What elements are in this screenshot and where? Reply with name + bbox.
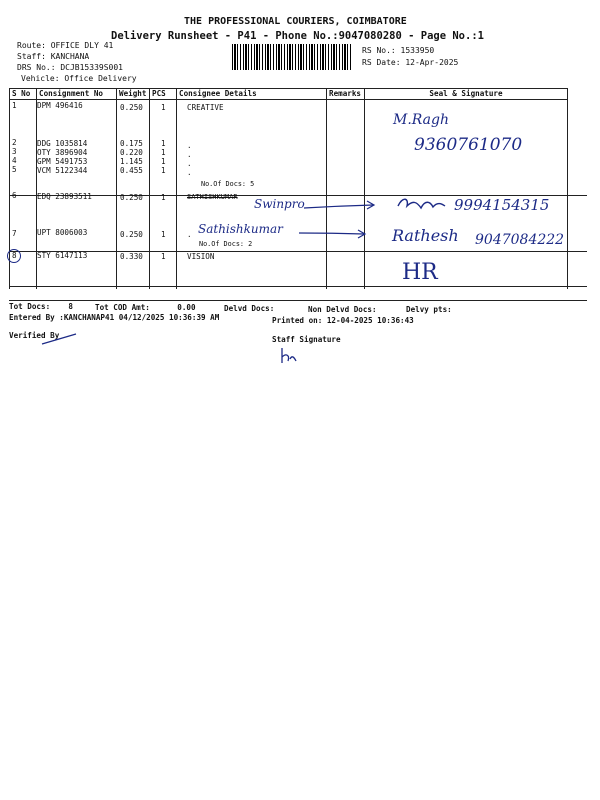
sno-circle-mark — [7, 249, 21, 263]
verified-by-label: Verified By — [9, 331, 60, 340]
row-divider — [9, 286, 587, 287]
col-weight: Weight — [117, 89, 150, 100]
row-weight: 0.250 — [120, 193, 143, 202]
row-pcs: 1 — [161, 252, 166, 261]
non-delvd-docs: Non Delvd Docs: — [308, 305, 377, 314]
row-consignee: SATHISHKUMAR — [187, 193, 238, 201]
row-sno: 8 — [12, 251, 17, 260]
vehicle-label: Vehicle: Office Delivery — [21, 74, 137, 83]
row-pcs: 1 — [161, 193, 166, 202]
row-pcs: 1 — [161, 166, 166, 175]
row-sno: 3 — [12, 147, 17, 156]
printed-on: Printed on: 12-04-2025 10:36:43 — [272, 316, 414, 325]
row-pcs: 1 — [161, 230, 166, 239]
row-sno: 5 — [12, 165, 17, 174]
col-seal-signature: Seal & Signature — [365, 89, 568, 100]
rs-number: RS No.: 1533950 — [362, 46, 435, 55]
delvd-docs: Delvd Docs: — [224, 304, 275, 313]
tot-docs: Tot Docs: 8 — [9, 302, 74, 311]
handwritten-phone: 9360761070 — [414, 135, 523, 155]
entered-by: Entered By :KANCHANAP41 04/12/2025 10:36:39 AM — [9, 313, 220, 322]
row-weight: 0.330 — [120, 252, 143, 261]
row-pcs: 1 — [161, 148, 166, 157]
handwritten-tick — [40, 332, 80, 346]
row-pcs: 1 — [161, 139, 166, 148]
barcode — [232, 44, 352, 70]
col-remarks: Remarks — [327, 89, 365, 100]
handwritten-phone: 9047084222 — [475, 232, 565, 248]
row-weight: 0.250 — [120, 230, 143, 239]
runsheet-title: Delivery Runsheet - P41 - Phone No.:9047080280 - Page No.:1 — [111, 30, 484, 42]
row-weight: 0.220 — [120, 148, 143, 157]
company-title: THE PROFESSIONAL COURIERS, COIMBATORE — [184, 16, 407, 27]
row-sno: 4 — [12, 156, 17, 165]
row-pcs: 1 — [161, 103, 166, 112]
staff-label: Staff: KANCHANA — [17, 52, 90, 61]
runsheet-table — [9, 88, 568, 289]
table-row — [12, 101, 17, 110]
row-consignment: STY 6147113 — [37, 251, 88, 260]
row-sno: 1 — [12, 101, 17, 110]
row-consignee: . — [187, 141, 192, 150]
delvy-pts: Delvy pts: — [406, 305, 452, 314]
staff-signature-label: Staff Signature — [272, 335, 341, 344]
row-consignee: VISION — [187, 252, 215, 261]
row-consignee: . — [187, 150, 192, 159]
row-consignee: CREATIVE — [187, 103, 224, 112]
row-weight: 0.250 — [120, 103, 143, 112]
col-pcs: PCS — [150, 89, 177, 100]
col-consignee: Consignee Details — [177, 89, 327, 100]
col-consignment: Consignment No — [37, 89, 117, 100]
row-consignment: VCM 5122344 — [37, 166, 88, 175]
row-weight: 0.175 — [120, 139, 143, 148]
drs-label: DRS No.: DCJB15339S001 — [17, 63, 123, 72]
row-consignee: . — [187, 230, 192, 239]
row-consignment: DPM 496416 — [37, 101, 83, 110]
row-weight: 1.145 — [120, 157, 143, 166]
rs-date: RS Date: 12-Apr-2025 — [362, 58, 459, 67]
handwritten-phone: 9994154315 — [454, 196, 550, 214]
route-label: Route: OFFICE DLY 41 — [17, 41, 114, 50]
row-pcs: 1 — [161, 157, 166, 166]
docs-count: No.Of Docs: 5 — [201, 180, 255, 188]
arrow-icon — [303, 200, 378, 212]
handwritten-initials: HR — [402, 260, 438, 285]
row-consignment: EDQ 23893511 — [37, 192, 92, 201]
handwritten-signature — [395, 194, 447, 214]
row-consignment: UPT 8006003 — [37, 228, 88, 237]
row-consignment: OTY 3896904 — [37, 148, 88, 157]
arrow-icon — [298, 228, 370, 240]
tot-cod-amt: Tot COD Amt: 0.00 — [95, 303, 196, 312]
row-weight: 0.455 — [120, 166, 143, 175]
handwritten-signature: M.Ragh — [393, 112, 449, 128]
handwritten-signature — [278, 345, 298, 365]
row-consignee: . — [187, 159, 192, 168]
row-divider — [9, 251, 587, 252]
handwritten-signature: Rathesh — [392, 226, 459, 245]
handwritten-name: Sathishkumar — [198, 222, 283, 236]
handwritten-name: Swinpro — [254, 197, 305, 211]
col-sno: S No — [10, 89, 37, 100]
footer-divider — [9, 300, 587, 301]
row-sno: 7 — [12, 229, 17, 238]
row-consignee: . — [187, 168, 192, 177]
row-consignment: GPM 5491753 — [37, 157, 88, 166]
row-consignment: DDG 1035814 — [37, 139, 88, 148]
row-sno: 6 — [12, 191, 17, 200]
docs-count: No.Of Docs: 2 — [199, 240, 253, 248]
row-sno: 2 — [12, 138, 17, 147]
